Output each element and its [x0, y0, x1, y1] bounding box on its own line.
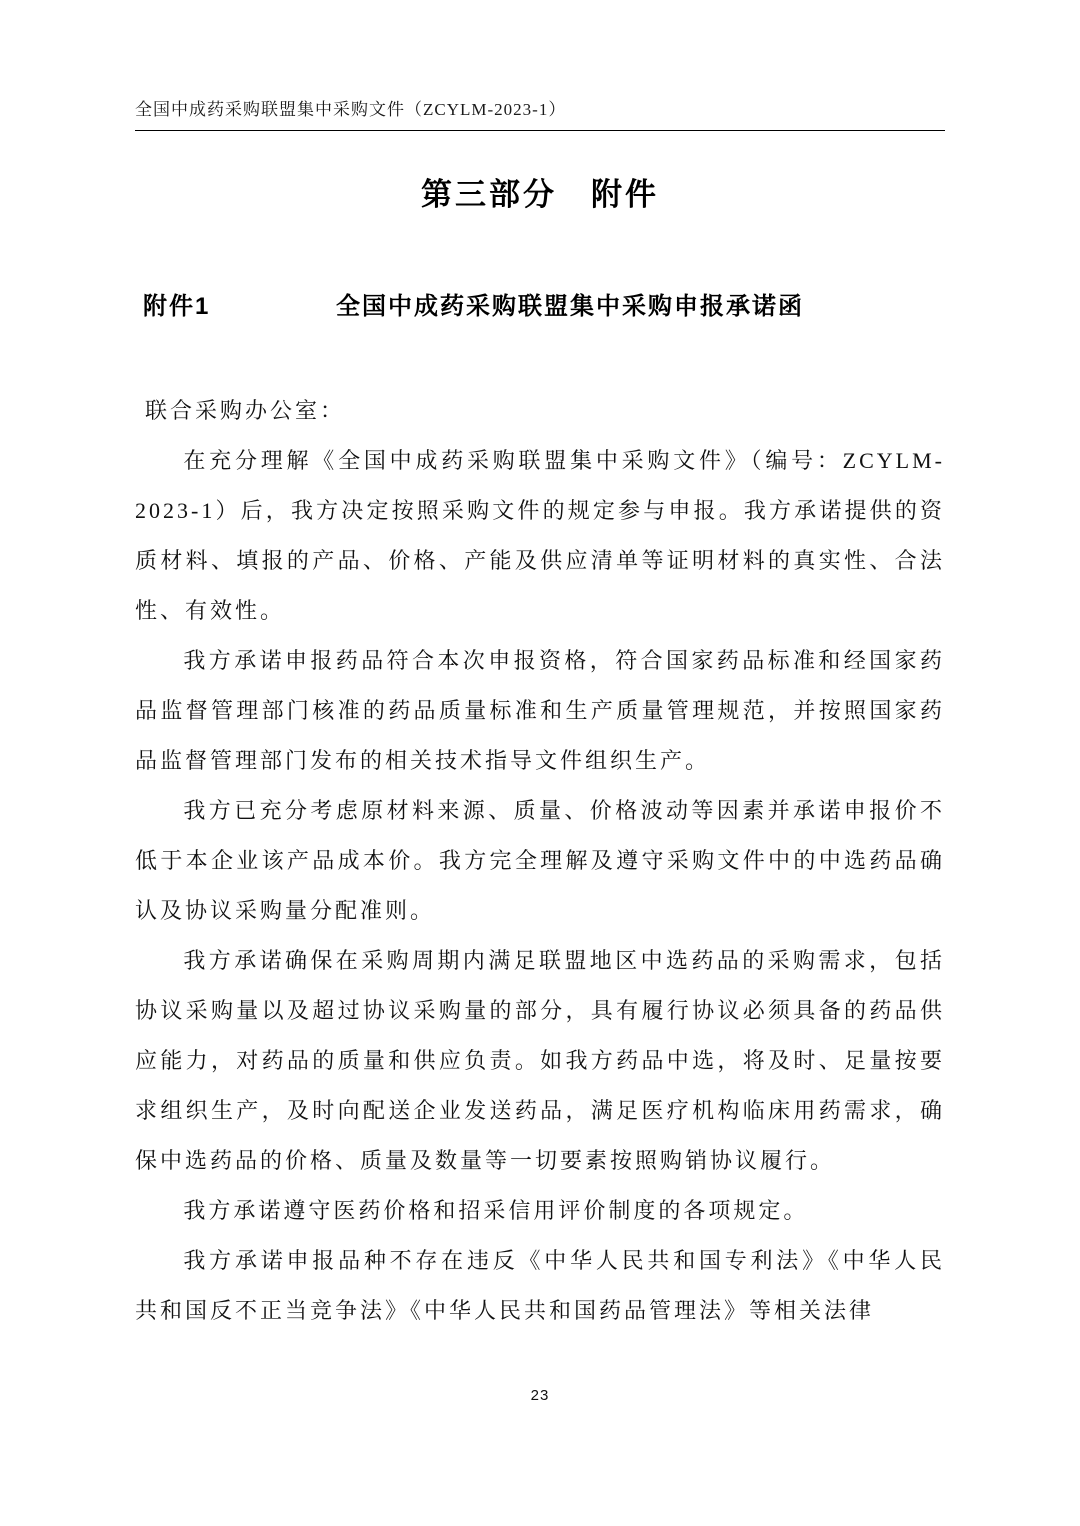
page-number: 23: [530, 1387, 550, 1404]
paragraph: 我方已充分考虑原材料来源、质量、价格波动等因素并承诺申报价不低于本企业该产品成本价。我方完全理解及遵守采购文件中的中选药品确认及协议采购量分配准则。: [135, 798, 945, 923]
document-body: [135, 386, 945, 1336]
salutation: 联合采购办公室：: [145, 398, 346, 423]
paragraph: 我方承诺确保在采购周期内满足联盟地区中选药品的采购需求，包括协议采购量以及超过协议采购量的部分，具有履行协议必须具备的药品供应能力，对药品的质量和供应负责。如我方药品中选，将及时、足量按要求组织生产，及时向配送企业发送药品，满足医疗机构临床用药需求，确保中选药品的价格、质量及数量等一切要素按照购销协议履行。: [135, 948, 945, 1173]
attachment-heading: [135, 286, 945, 328]
section-title: 第三部分 附件: [421, 177, 659, 212]
paragraph: 我方承诺遵守医药价格和招采信用评价制度的各项规定。: [183, 1198, 809, 1223]
paragraph: 我方承诺申报品种不存在违反《中华人民共和国专利法》《中华人民共和国反不正当竞争法》《中华人民共和国药品管理法》等相关法律: [135, 1248, 945, 1323]
document-header: 全国中成药采购联盟集中采购文件（ZCYLM-2023-1）: [135, 95, 945, 131]
paragraph: 在充分理解《全国中成药采购联盟集中采购文件》（编号：ZCYLM-2023-1）后，我方决定按照采购文件的规定参与申报。我方承诺提供的资质材料、填报的产品、价格、产能及供应清单等证明材料的真实性、合法性、有效性。: [135, 448, 945, 623]
paragraph: 我方承诺申报药品符合本次申报资格，符合国家药品标准和经国家药品监督管理部门核准的药品质量标准和生产质量管理规范，并按照国家药品监督管理部门发布的相关技术指导文件组织生产。: [135, 648, 945, 773]
attachment-label: 附件1: [143, 293, 211, 320]
attachment-title: 全国中成药采购联盟集中采购申报承诺函: [336, 293, 804, 320]
